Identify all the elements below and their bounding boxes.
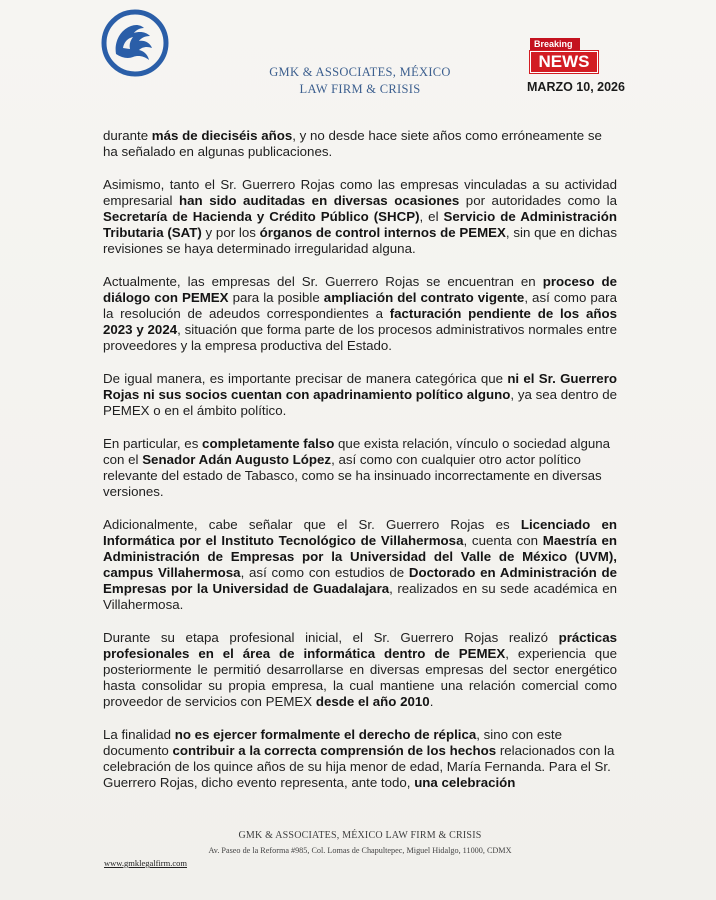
paragraph xyxy=(103,630,617,710)
text-run: , así como con estudios de xyxy=(240,565,409,580)
text-run: Durante su etapa profesional inicial, el Sr. Guerrero Rojas realizó xyxy=(103,630,559,645)
text-run: relacionados con la celebración de los quince años de su hija menor de edad, María Fernanda. Para el Sr. Guerrero Rojas, dicho evento representa, ante todo, xyxy=(103,743,615,790)
bold-text: facturación pendiente de los años 2023 y 2024 xyxy=(103,306,617,337)
text-run: y por los xyxy=(201,225,260,240)
footer-address: Av. Paseo de la Reforma #985, Col. Lomas de Chapultepec, Miguel Hidalgo, 11000, CDMX xyxy=(208,846,512,855)
bold-text: Licenciado en Informática por el Instituto Tecnológico de Villahermosa xyxy=(103,517,617,548)
text-run: De igual manera, es importante precisar de manera categórica que xyxy=(103,371,508,386)
text-run: , sino con este documento xyxy=(103,727,562,758)
text-run: durante xyxy=(103,128,152,143)
breaking-news-badge xyxy=(530,38,602,72)
text-run: , ya sea dentro de PEMEX o en el ámbito político. xyxy=(103,387,617,418)
paragraph xyxy=(103,371,617,419)
paragraph xyxy=(103,128,617,160)
text-run: , experiencia que posteriormente le permitió desarrollarse en diversas empresas del sector energético hasta consolidar su propia empresa, la cual mantiene una relación comercial como proveedor de servicios con PEMEX xyxy=(103,646,617,709)
text-run: , el xyxy=(419,209,444,224)
footer-firm-name: GMK & ASSOCIATES, MÉXICO LAW FIRM & CRISIS xyxy=(238,830,482,841)
document-date: MARZO 10, 2026 xyxy=(527,80,625,94)
document-body xyxy=(103,128,617,808)
news-label: NEWS xyxy=(530,51,598,73)
footer-website-link[interactable]: www.gmklegalfirm.com xyxy=(104,858,188,868)
text-run: , así como con cualquier otro actor político relevante del estado de Tabasco, como se ha insinuado incorrectamente en diversas versiones. xyxy=(103,452,602,499)
paragraph xyxy=(103,436,617,500)
paragraph xyxy=(103,177,617,257)
bold-text: órganos de control internos de PEMEX xyxy=(259,225,506,240)
paragraph xyxy=(103,517,617,613)
text-run: que exista relación, vínculo o sociedad alguna con el xyxy=(103,436,611,467)
bold-text: más de dieciséis años xyxy=(151,128,293,143)
text-run: En particular, es xyxy=(103,436,203,451)
bold-text: contribuir a la correcta comprensión de los hechos xyxy=(172,743,497,758)
firm-header xyxy=(250,64,470,98)
text-run: Actualmente, las empresas del Sr. Guerrero Rojas se encuentran en xyxy=(103,274,543,289)
bold-text: proceso de diálogo con PEMEX xyxy=(103,274,617,305)
text-run: Adicionalmente, cabe señalar que el Sr. Guerrero Rojas es xyxy=(103,517,521,532)
bold-text: ni el Sr. Guerrero Rojas ni sus socios cuentan con apadrinamiento político alguno xyxy=(103,371,617,402)
breaking-label: Breaking xyxy=(530,38,580,50)
text-run: por autoridades como la xyxy=(459,193,617,208)
text-run: , cuenta con xyxy=(463,533,543,548)
firm-subtitle: LAW FIRM & CRISIS xyxy=(299,82,421,96)
text-run: , y no desde hace siete años como erróneamente se ha señalado en algunas publicaciones. xyxy=(103,128,602,159)
bold-text: no es ejercer formalmente el derecho de réplica xyxy=(174,727,477,742)
text-run: , así como para la resolución de adeudos correspondientes a xyxy=(103,290,617,321)
text-run: Asimismo, tanto el Sr. Guerrero Rojas como las empresas vinculadas a su actividad empresarial xyxy=(103,177,617,208)
text-run: La finalidad xyxy=(103,727,175,742)
bold-text: una celebración xyxy=(414,775,516,790)
text-run: para la posible xyxy=(228,290,324,305)
bold-text: desde el año 2010 xyxy=(315,694,430,709)
bold-text: completamente falso xyxy=(202,436,335,451)
text-run: , sin que en dichas revisiones se haya determinado irregularidad alguna. xyxy=(103,225,617,256)
text-run: , realizados en su sede académica en Villahermosa. xyxy=(103,581,617,612)
bold-text: Senador Adán Augusto López xyxy=(142,452,332,467)
bold-text: ampliación del contrato vigente xyxy=(323,290,525,305)
text-run: , situación que forma parte de los procesos administrativos normales entre proveedores y la empresa productiva del Estado. xyxy=(103,322,617,353)
footer xyxy=(100,830,620,868)
paragraph xyxy=(103,274,617,354)
bold-text: han sido auditadas en diversas ocasiones xyxy=(179,193,460,208)
bold-text: Secretaría de Hacienda y Crédito Público (SHCP) xyxy=(103,209,420,224)
bold-text: prácticas profesionales en el área de informática dentro de PEMEX xyxy=(103,630,617,661)
text-run: . xyxy=(429,694,434,709)
firm-name: GMK & ASSOCIATES, MÉXICO xyxy=(269,65,451,79)
lion-head-icon xyxy=(100,8,170,78)
bold-text: Servicio de Administración Tributaria (SAT) xyxy=(103,209,617,240)
bold-text: Maestría en Administración de Empresas por la Universidad del Valle de México (UVM), campus Villahermosa xyxy=(103,533,618,580)
paragraph xyxy=(103,727,617,791)
bold-text: Doctorado en Administración de Empresas por la Universidad de Guadalajara xyxy=(103,565,617,596)
